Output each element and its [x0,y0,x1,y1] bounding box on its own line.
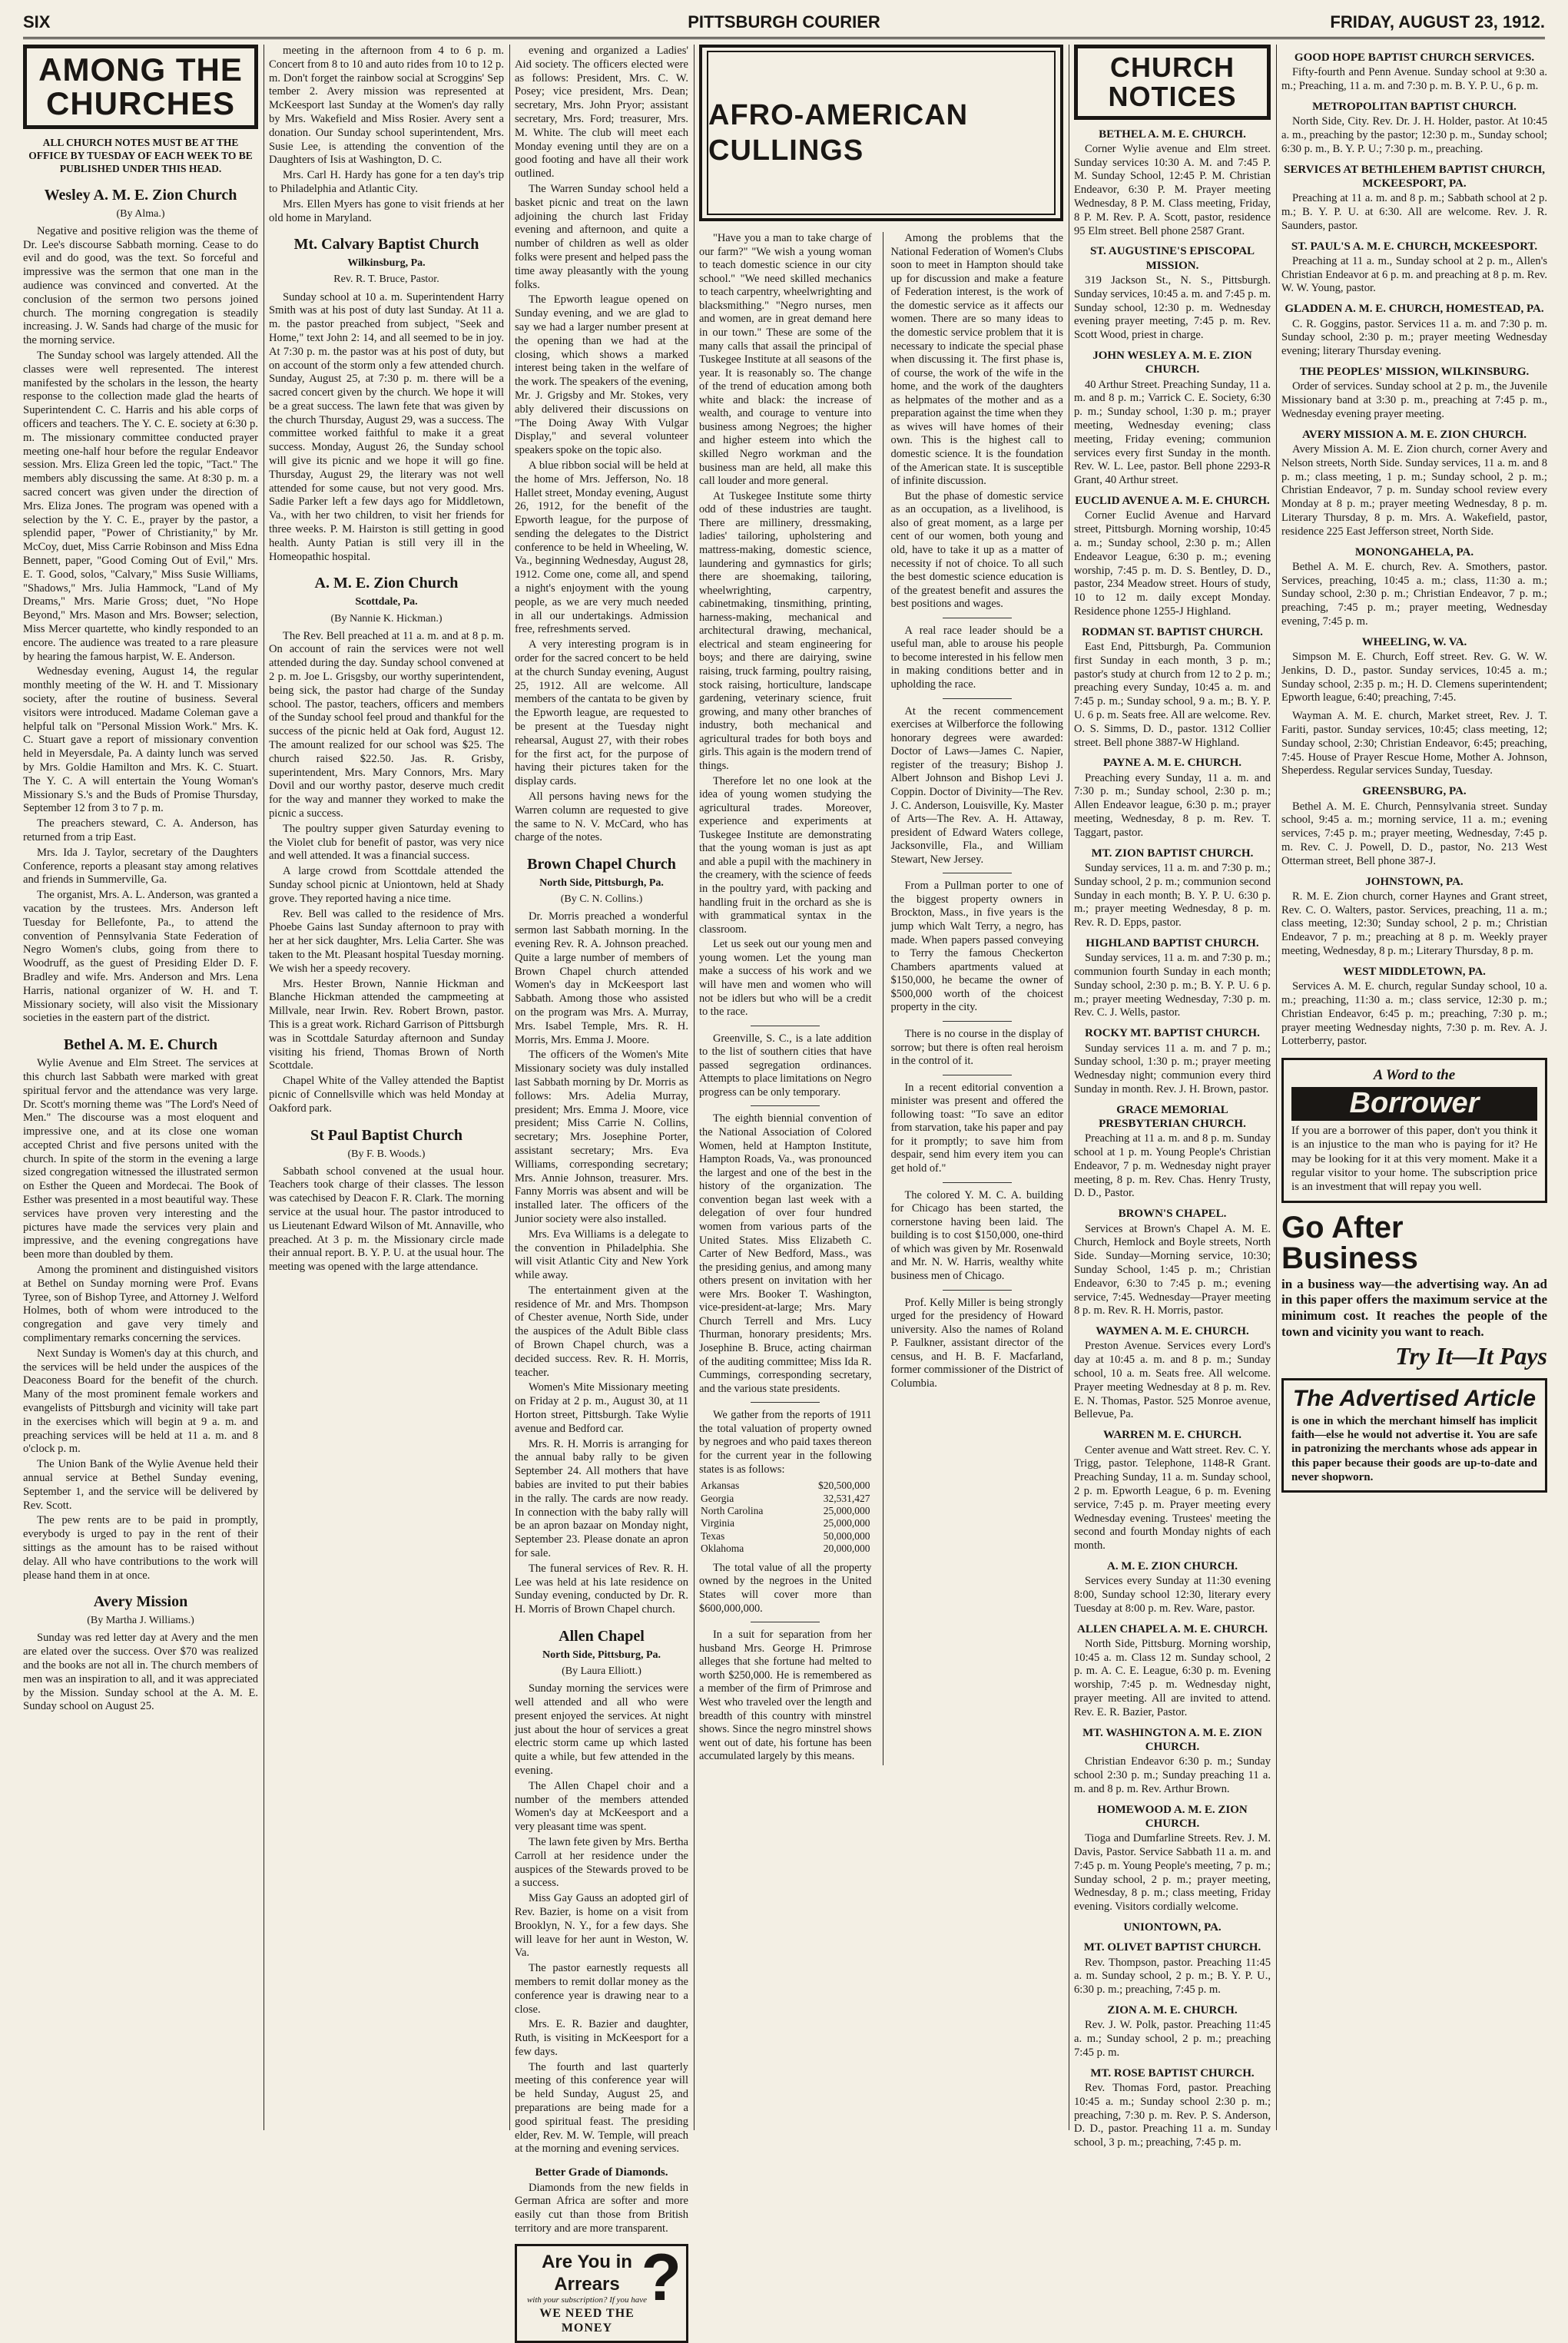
notice-title: JOHN WESLEY A. M. E. ZION CHURCH. [1092,350,1252,376]
state-cell: Arkansas [701,1480,740,1492]
notice-body: Rev. Thomas Ford, pastor. Preaching 10:45 a. m.; Sunday school 2:30 p. m.; preaching, 7:30 p. m. Rev. P. S. Anderson, D. D., pastor. Preaching 11 a. m. Sunday school, 3 p. m.; preaching, 7:45 p. m. [1074,2081,1271,2149]
divider [943,698,1012,699]
notice-body: Sunday services 11 a. m. and 7 p. m.; Sunday school, 1:30 p. m.; prayer meeting Wednesday night; communion every third Sunday in month. Rev. J. H. Brown, pastor. [1074,1042,1271,1095]
notice-body: Preaching at 11 a. m. and 8 p. m. Sunday school at 1 p. m. Young People's Christian Endeavor, 7 p. m. Wednesday night prayer meeting, 8 p. m. Rev. Chas. Henry Trusty, D. D., Pastor. [1074,1132,1271,1200]
paragraph: The pew rents are to be paid in promptly, everybody is urged to pay in the rent of their sittings as the amount has to be raised without delay. All who have contributions to the work will please hand them in at once. [23,1514,258,1582]
byline: Rev. R. T. Bruce, Pastor. [333,273,439,286]
paragraph: In a suit for separation from her husband Mrs. George H. Primrose alleges that she fortune had melted to worth $250,000. He is remembered as a member of the firm of Primrose and West who traveled over the length and breadth of this country with minstrel shows. Since the negro minstrel shows went out of date, his fortune has been accumulated largely by this means. [699,1629,872,1763]
notice-body: C. R. Goggins, pastor. Services 11 a. m. and 7:30 p. m. Sunday school, 2:30 p. m.; prayer meeting Wednesday evening; literary Thursday evening. [1281,317,1547,358]
arrears-subline: with your subscription? If you have [526,2295,648,2305]
article-heading: Brown Chapel Church [527,856,676,873]
column-6 [1281,45,1547,2130]
notice-title: MT. ZION BAPTIST CHURCH. [1091,847,1254,860]
notice-body: Rev. Thompson, pastor. Preaching 11:45 a. m. Sunday school, 2 p. m.; B. Y. P. U., 6:30 p. m.; preaching, 7:45 p. m. [1074,1956,1271,1997]
paragraph: All persons having news for the Warren column are requested to give the same to N. V. McCard, who has charge of the notes. [515,790,688,844]
divider [943,1182,1012,1183]
column-rule [509,45,510,2130]
notice-body: Corner Wylie avenue and Elm street. Sunday services 10:30 A. M. and 7:45 P. M. Sunday School, 12:45 P. M. Christian Endeavor, 6:30 P. M. Prayer meeting Wednesday, 8 P. M. Class meeting, Friday, 8 P. M. Rev. P. A. Scott, pastor, residence 95 Elm street. Bell phone 2587 Grant. [1074,142,1271,237]
cullings-section [699,45,1063,2130]
notice-body: Preaching at 11 a. m., Sunday school at 2 p. m., Allen's Christian Endeavor at 6 p. m. and preaching at 8 p. m. Rev. W. W. Young, pastor. [1281,254,1547,295]
paragraph: Miss Gay Gauss an adopted girl of Rev. Bazier, is home on a visit from Brooklyn, N. Y., for a few days. She will leave for her aunt in Weston, W. Va. [515,1892,688,1960]
notice-body: Services A. M. E. church, regular Sunday school, 10 a. m.; preaching, 11:30 a. m.; class service, 12:30 p. m.; Christian Endeavor, 6:45 p. m.; preaching, 7:30 p. m.; prayer meeting Wednesday nights, 7:30 p. m. Rev. A. J. Lotterberry, pastor. [1281,980,1547,1048]
ad-title: The Advertised Article [1292,1386,1537,1412]
paragraph: The organist, Mrs. A. L. Anderson, was granted a vacation by the trustees. Mrs. Anderson left Tuesday for Bellefonte, Pa., to attend the convention of Pennsylvania State Federation of Negro Women's clubs, going from there to Woodruff, as the guest of Presiding Elder D. F. Bradley and wife. Mrs. Anderson and Mrs. Lena Harris, national organizer of W. H. and T. Missionary society, will also visit the Missionary societies in the eastern part of the district. [23,889,258,1025]
question-mark-icon: ? [641,2240,681,2315]
table-row [699,1543,872,1555]
notice-title: MT. WASHINGTON A. M. E. ZION CHURCH. [1082,1726,1262,1753]
paragraph: Next Sunday is Women's day at this church, and the services will be held under the auspices of the Deaconess Board for the benefit of the church. Many of the most prominent female workers and evangelists of Pittsburgh and vicinity will take part in the exercises which will begin at 9 a. m. and preaching services will be held at 11 a. m. and 8 o'clock p. m. [23,1347,258,1456]
notice-title: EUCLID AVENUE A. M. E. CHURCH. [1075,495,1270,508]
article-heading: St Paul Baptist Church [310,1126,462,1144]
paragraph: Therefore let no one look at the idea of young women studying the agricultural trades. Moreover, experience and experiments at Tuskegee Institute are demonstrating that the young woman is just as apt and able a pupil with the machinery in the creamery, with the science of feeds in the poultry yard, with packing and handling fruit in the orchard as she is with grammatical syntax in the classroom. [699,774,872,936]
notice-title: BROWN'S CHAPEL. [1118,1208,1227,1221]
paragraph: There is no course in the display of sorrow; but there is often real heroism in the control of it. [890,1027,1063,1068]
paragraph: The preachers steward, C. A. Anderson, has returned from a trip East. [23,817,258,843]
arrears-tagline: WE NEED THE MONEY [539,2306,635,2335]
paragraph: Sunday was red letter day at Avery and the men are elated over the success. Over $70 was realized and the books are not all in. The church members of men was an inspiration to all, and it was appreciated by the Mission. Sunday school at the A. M. E. Sunday school on August 25. [23,1632,258,1713]
ad-title: Borrower [1291,1087,1537,1121]
paragraph: Let us seek out our young men and young women. Let the young man make a success of his work and we will have men and women who will not be idlers but who will be a credit to the race. [699,938,872,1019]
paragraph: At Tuskegee Institute some thirty odd of these industries are taught. There are millinery, dressmaking, ladies' tailoring, upholstering and mattress-making, domestic science, laundering and gymnastics for girls; there are shoemaking, tailoring, wheelwrighting, carpentry, cabinetmaking, tinsmithing, printing, harness-making, mechanical and architectural drawing, mechanical, electrical and steam engineering for boys; and there are dairying, swine raising, truck farming, poultry raising, stock raising, horticulture, landscape gardening, veterinary science, fruit growing, and many other branches of industry, both mechanical and agricultural trades for both boys and girls. This again is the modern trend of things. [699,489,872,772]
paragraph: Sabbath school convened at the usual hour. Teachers took charge of their classes. The lesson was catechised by Deacon F. R. Clark. The morning service at the usual hour. The pastor introduced to us Lieutenant Edward Wilson of Mt. Annaville, who preached. At 3 p. m. the Missionary circle made their annual report. B. Y. P. U. at the usual hour. The meeting was opened with the large attendance. [269,1165,504,1274]
notice-title: JOHNSTOWN, PA. [1365,875,1464,888]
paragraph: Women's Mite Missionary meeting on Friday at 2 p. m., August 30, at 11 Horton street, Pittsburgh. Take Wylie avenue and Bedford car. [515,1381,688,1435]
article-heading: Mt. Calvary Baptist Church [293,236,479,254]
notice-title: UNIONTOWN, PA. [1123,1921,1222,1934]
paragraph: meeting in the afternoon from 4 to 6 p. m. Concert from 8 to 10 and auto rides from 10 to 12 p. m. Don't forget the rainbow social at Scroggins' Sep tember 2. Avery mission was represented at McKeesport last Sunday at the Women's day rally by Mrs. Wakefield and Miss Rosier. Avery sent a donation. Our Sunday school superintendent, Mrs. Susie Lee, is attending the convention of the Daughters of Isis at Washington, D. C. [269,45,505,167]
notice-body: Preaching at 11 a. m. and 8 p. m.; Sabbath school at 2 p. m.; B. Y. P. U. at 6:30. All are welcome. Rev. J. R. Saunders, pastor. [1281,192,1547,232]
paragraph: "Have you a man to take charge of our farm?" "We wish a young woman to teach domestic science in our city school." "We need skilled mechanics to teach carpentry, wheelwrighting and blacksmithing." "Negro nurses, men and women, are in great demand here in our town." These are some of the many calls that assail the principal of Tuskegee Institute at all seasons of the year. It is reasonably so. The change of the trend of education among both white and black: the increase of wealth, and courage to venture into business among Negroes; the higher and higher esteem into which the skilled Negro workman and the business man are held, all make this call louder and more general. [699,232,872,488]
paragraph: The pastor earnestly requests all members to remit dollar money as the conference year is drawing near to a close. [515,1962,688,2016]
paragraph: The Epworth league opened on Sunday evening, and we are glad to say we had a larger number present at the opening than we had at the closing, which shows a marked interest being taken in the welfare of the work. The speakers of the evening, Mr. J. Grigsby and Mr. Stokes, very ably delivered their discussions on "The Doing Away With Vulgar Display," and several volunteer speakers spoke on the topic also. [515,293,688,457]
state-cell: Georgia [701,1492,734,1504]
notice-body: Preston Avenue. Services every Lord's day at 10:45 a. m. and 8 p. m.; Sunday school, 10 a. m. Seats free. All welcome. Prayer meeting Wednesday at 8 p. m. Rev. E. N. Thomas, Pastor. 525 Monroe avenue, Bellevue, Pa. [1074,1340,1271,1421]
notice-body: 40 Arthur Street. Preaching Sunday, 11 a. m. and 8 p. m.; Varrick C. E. Society, 6:30 p. m.; Sunday school, 1:30 p. m.; prayer meeting, Wednesday evening; class meeting, Friday evening; communion services every first Sunday in the month. Rev. W. L. Lee, pastor. Bell phone 2293-R Grant, 40 Arthur street. [1074,378,1271,487]
notice-title: METROPOLITAN BAPTIST CHURCH. [1312,100,1517,113]
table-row [699,1480,872,1492]
paragraph: Mrs. Eva Williams is a delegate to the convention in Philadelphia. She will visit Atlantic City and New York while away. [515,1228,688,1282]
notice-body: 319 Jackson St., N. S., Pittsburgh. Sunday services, 10:45 a. m. and 7:45 p. m. Sunday school, 12:30 p. m. Wednesday evening prayer meeting, 7:45 p. m. Rev. Scott Wood, priest in charge. [1074,274,1271,342]
amount-cell: 20,000,000 [823,1543,870,1555]
arrears-headline: Are You in Arrears [542,2251,632,2295]
cullings-column-right [883,232,1064,1765]
paragraph: Negative and positive religion was the theme of Dr. Lee's discourse Sabbath morning. Cease to do evil and do good, was the text. So forceful and impressive was the sermon that one man in the audience was convinced and converted. At the conclusion of the sermon two persons joined church. The morning congregation is steadily increasing. J. W. Sands had charge of the music for the morning service. [23,224,258,347]
column-2 [269,45,504,2130]
notice-title: HOMEWOOD A. M. E. ZION CHURCH. [1097,1803,1248,1830]
paragraph: Greenville, S. C., is a late addition to the list of southern cities that have passed segregation ordinances. Attempts to place limitations on Negro progress can be only temporary. [699,1032,872,1099]
notice-body: Services every Sunday at 11:30 evening 8:00, Sunday school 12:30, literary every Tuesday at 8:00 p. m. Rev. Ware, pastor. [1074,1575,1271,1615]
article-subheading: Wilkinsburg, Pa. [347,257,426,270]
paragraph: We gather from the reports of 1911 the total valuation of property owned by negroes and who paid taxes thereon for the current year in the following states is as follows: [699,1409,872,1476]
state-cell: North Carolina [701,1505,764,1516]
notice-title: BETHEL A. M. E. CHURCH. [1099,128,1246,141]
paragraph: Mrs. Carl H. Hardy has gone for a ten day's trip to Philadelphia and Atlantic City. [269,169,504,195]
paragraph: The colored Y. M. C. A. building for Chicago has been started, the cornerstone having been laid. The building is to cost $150,000, one-third of which was given by Mr. Rosenwald and Mr. N. W. Harris, wealthy white business men of Chicago. [890,1188,1063,1282]
paragraph: evening and organized a Ladies' Aid society. The officers elected were as follows: President, Mrs. C. W. Posey; vice president, Mrs. Dean; secretary, Mrs. John Pryor; assistant secretary, Mrs. Ford; treasurer, Mrs. M. White. The club will meet each Monday evening until they are on a good footing and have all their work outlined. [515,45,688,181]
byline: (By C. N. Collins.) [560,893,643,906]
paragraph: A very interesting program is in order for the sacred concert to be held at the church Sunday evening, August 25, 1912. All are welcome. All members of the cantata to be given by the Epworth league, are requested to be present at the Tuesday night rehearsal, August 27, with their robes for the first act, for the purpose of having their pictures taken for the display cards. [515,638,688,788]
masthead [23,6,1545,39]
state-cell: Virginia [701,1517,734,1529]
amount-cell: 25,000,000 [823,1517,870,1529]
paragraph: The eighth biennial convention of the National Association of Colored Women, held at Hampton Institute, Hampton Roads, Va., was pronounced the largest and one of the best in the history of the organization. The convention began last week with a delegation of over four hundred women from various parts of the United States. Miss Elizabeth C. Carter of New Bedford, Mass., was the presiding genius, and among many others present on invitation with her were Mrs. Booker T. Washington, vice-president-at-large; Mrs. Mary Church Terrell and Mrs. Lucy Thurman, honorary presidents; Mrs. Josephine B. Bruce, acting chairman of the auditing committee; Miss Ida R. Cummings, corresponding secretary, and the various state presidents. [699,1112,872,1395]
amount-cell: 50,000,000 [823,1529,870,1542]
paragraph: Rev. Bell was called to the residence of Mrs. Phoebe Gains last Sunday afternoon to pray with her at her sick daughter, Mrs. Lelia Carter. She was taken to the Mt. Pleasant hospital Tuesday morning. We wish her a speedy recovery. [269,907,504,975]
divider [943,1290,1012,1291]
filler-heading: Better Grade of Diamonds. [535,2166,668,2179]
paragraph: The Warren Sunday school held a basket picnic and treat on the lawn adjoining the church last Friday evening and afternoon, and quite a number of children as well as older folks were present and helped pass the time away pleasantly with the young folks. [515,182,688,291]
notice-body: Center avenue and Watt street. Rev. C. Y. Trigg, pastor. Telephone, 1148-R Grant. Preaching Sunday, 11 a. m. Sunday school, 2 p. m. Epworth League, 6 p. m. Evening service, 7:45 p. m. Prayer meeting every Wednesday evening. Trustees' meeting the second and fourth Monday nights of each month. [1074,1443,1271,1553]
paragraph: Among the problems that the National Federation of Women's Clubs soon to meet in Hampton should take up for discussion and make a feature of Federation interest, is the work of the domestic service as it affects our women. There are so many ideas to the domestic service problem that it is necessary to indicate the special phase when discussing it. The first phase is, of course, the work of the wife in the home, and the work of the daughters as helpmates of the mother and as a preparation against the time when they as wives will have homes of their own. This is the highest call to domestic science. It is the foundation of the American state. It is susceptible of infinite discussion. [890,232,1063,488]
byline: (By Nannie K. Hickman.) [330,612,443,625]
article-subheading: North Side, Pittsburg, Pa. [542,1649,661,1662]
page-number: SIX [23,12,51,31]
paragraph: Mrs. E. R. Bazier and daughter, Ruth, is visiting in McKeesport for a few days. [515,2018,688,2058]
paragraph: But the phase of domestic service as an occupation, as a livelihood, is also of great moment, as a large per cent of our women, both young and old, have to take it up as a matter of necessity if not of choice. To all such the best domestic science education is of the greatest benefit and assures the best positions and wages. [890,489,1063,611]
paper-name: PITTSBURGH COURIER [688,12,880,31]
paragraph: Sunday school at 10 a. m. Superintendent Harry Smith was at his post of duty last Sunday. At 11 a. m. the pastor preached from subject, "Seek and Home," text John 2: 14, and all seemed to be in joy. At 7:30 p. m. the pastor was at his post of duty, but on account of the storm only a few attended church. Sunday, August 25, at 7:30 p. m. there will be a sacred concert given by the church. We hope it will be a great success. The lawn fete that was given by the church Thursday, August 29, was a success. The committee worked faithful to make it a great success. Monday, August 26, the Sunday school will give its picnic and we hope it will go fine. Thursday, August 29, the literary was not well attended for some cause, but not very good. Mrs. Sadie Parker left a few days ago for Middletown, Va., with her two children, to visit her friends for three weeks. P. M. Hairston is still getting in good health. Aunty Patian is still very ill in the Homeopathic hospital. [269,290,504,563]
article-heading: Allen Chapel [559,1628,645,1645]
paragraph: The total value of all the property owned by the negroes in the United States will cover more than $600,000,000. [699,1561,872,1615]
byline: (By F. B. Woods.) [347,1148,426,1160]
amount-cell: $20,500,000 [818,1480,870,1492]
notice-title: MONONGAHELA, PA. [1354,545,1474,558]
ad-body: is one in which the merchant himself has implicit faith—else he would not advertise it. You are safe in patronizing the merchants whose ads appear in this paper because their goods are up-to-date and never shopworn. [1291,1414,1537,1483]
cullings-banner: AFRO-AMERICAN CULLINGS [707,51,1056,215]
notice-body: Rev. J. W. Polk, pastor. Preaching 11:45 a. m.; Sunday school, 2 p. m.; preaching 7:45 p. m. [1074,2019,1271,2059]
state-cell: Texas [701,1529,725,1542]
paragraph: From a Pullman porter to one of the biggest property owners in Brockton, Mass., in five years is the jump which Walt Terry, a negro, has made. When papers passed conveying to Terry the famous Checkerton Chambers apartments valued at $150,000, he became the owner of $500,000 worth of the choicest property in the city. [890,880,1063,1014]
notice-body: Simpson M. E. Church, Eoff street. Rev. G. W. W. Jenkins, D. D., pastor. Sunday services, 10:45 a. m.; Sunday school, 2:35 p. m.; H. D. Clemens superintendent; Epworth league, 6:40; preaching, 7:45. [1281,651,1547,704]
byline: (By Laura Elliott.) [562,1665,641,1678]
paragraph: The Union Bank of the Wylie Avenue held their annual service at Bethel Sunday evening, September 1, and the service will be delivered by Rev. Scott. [23,1458,258,1512]
article-subheading: North Side, Pittsburgh, Pa. [539,877,664,890]
notice-title: ST. PAUL'S A. M. E. CHURCH, MCKEESPORT. [1291,240,1538,253]
paragraph: Mrs. Ida J. Taylor, secretary of the Daughters Conference, reports a pleasant stay among relatives and friends in Summerville, Ga. [23,846,258,886]
paragraph: Among the prominent and distinguished visitors at Bethel on Sunday morning were Prof. Evans Tyree, son of Bishop Tyree, and Attorney J. Welford Holmes, both of whom were introduced to the congregation and gave very timely and complimentary remarks concerning the services. [23,1264,258,1345]
paragraph: Mrs. Hester Brown, Nannie Hickman and Blanche Hickman attended the campmeeting at Millvale, near Irwin. Rev. Robert Brown, pastor. This is a great work. Richard Garrison of Pittsburgh was in Scottdale Saturday afternoon and Sunday visiting his friend, Thomas Brown of North Scottdale. [269,977,504,1072]
paragraph: The lawn fete given by Mrs. Bertha Carroll at her residence under the auspices of the Stewards proved to be a success. [515,1835,688,1890]
column-3 [515,45,688,2335]
notice-body: Fifty-fourth and Penn Avenue. Sunday school at 9:30 a. m.; Preaching, 11 a. m. and 7:30 p. m. B. Y. P. U., 6 p. m. [1281,66,1547,93]
advertised-article-ad [1281,1378,1547,1493]
notice-body: Sunday services, 11 a. m. and 7:30 p. m.; communion fourth Sunday in each month; Sunday school, 2:30 p. m.; B. Y. P. U. 6 p. m.; prayer meeting Wednesday, 7:30 p. m. Rev. C. J. Wells, pastor. [1074,952,1271,1019]
notice-body: Sunday services, 11 a. m. and 7:30 p. m.; Sunday school, 2 p. m.; communion second Sunday in each month; B. Y. P. U. 6:30 p. m.; prayer meeting Wednesday, 8 p. m. Rev. R. D. Epps, pastor. [1074,861,1271,930]
notice-body: Preaching every Sunday, 11 a. m. and 7:30 p. m.; Sunday school, 2:30 p. m.; Allen Endeavor league, 6:30 p. m.; prayer meeting, Wednesday, 8 p. m. Rev. T. Taggart, pastor. [1074,771,1271,839]
ad-body: in a business way—the advertising way. An ad in this paper offers the maximum service at the minimum cost. It reaches the people of the town and vicinity you want to reach. [1281,1276,1547,1339]
notice-body: Corner Euclid Avenue and Harvard street, Pittsburgh. Morning worship, 10:45 a. m.; Sunday school, 2:30 p. m.; Allen Endeavor League, 6:30 p. m.; evening worship, 7:45 p. m. D. S. Bentley, D. D., pastor, 234 Meadow street. Hours of study, 10 to 12 m. daily except Monday. Residence phone 1255-J Highland. [1074,509,1271,618]
notice-body: Christian Endeavor 6:30 p. m.; Sunday school 2:30 p. m.; Sunday preaching 11 a. m. and 8 p. m. Rev. Arthur Brown. [1074,1755,1271,1795]
divider [751,1402,820,1403]
paragraph: Wylie Avenue and Elm Street. The services at this church last Sabbath were marked with great spiritual fervor and the attendance was very large. Dr. Scott's morning theme was "The Lord's Need of Men." The discourse was a most eloquent and impressive one, and at its close one woman accepted Christ and five persons united with the church. In spite of the storm in the evening a large sized congregation witnessed the illustrated sermon on Esther the Queen and Mordecai. The Book of Esther was presented in a most beautiful way. These services have proven very interesting and the pictures have made the services very plain and impressive, and the evening congregations have been more than doubled by them. [23,1057,258,1261]
notice-title: GOOD HOPE BAPTIST CHURCH SERVICES. [1294,51,1535,64]
notice-title: ALLEN CHAPEL A. M. E. CHURCH. [1077,1622,1268,1635]
notice-title: WARREN M. E. CHURCH. [1103,1429,1241,1442]
paragraph: A blue ribbon social will be held at the home of Mrs. Jefferson, No. 18 Hallet street, Monday evening, August 26, 1912, for the benefit of the Epworth league, for the purpose of sending the delegates to the District conference to be held in Wheeling, W. Va., beginning Wednesday, August 28, 1912. Come one, come all, and spend a night's enjoyment with the young people, as we are very much needed in all our undertakings. Admission free, refreshments served. [515,459,688,636]
table-row [699,1517,872,1529]
notice-title: THE PEOPLES' MISSION, WILKINSBURG. [1299,365,1530,378]
notice-title: PAYNE A. M. E. CHURCH. [1102,757,1241,770]
notice-body: Services at Brown's Chapel A. M. E. Church, Hemlock and Boyle streets, North Side. Sunday—Morning service, 10:30; Sunday School, 1:45 p. m.; Christian Endeavor, 6:30 to 7:45 p. m.; evening service, 7:45. Wednesday—Prayer meeting 8 p. m. Rev. R. H. Morris, pastor. [1074,1222,1271,1317]
notice-body: Avery Mission A. M. E. Zion church, corner Avery and Nelson streets, North Side. Sunday services, 11 a. m. and 8 p. m.; class meeting, 1 p. m.; Sunday school, 2 p. m.; Christian Endeavor, 7 p. m. Sunday school review every Monday at 8 p. m.; prayer meeting Wednesday, 8 p. m. Literary Thursday, 8 p. m. Mrs. A. Wakefield, pastor, residence 225 East Jefferson street, North Side. [1281,442,1547,538]
notice-title: WHEELING, W. VA. [1361,635,1467,648]
arrears-ad [515,2240,688,2343]
table-row [699,1530,872,1543]
column-rule [1276,45,1277,2130]
cullings-column-left [699,232,872,1765]
paragraph: Prof. Kelly Miller is being strongly urged for the presidency of Howard university. Also the names of Roland P. Faulkner, assistant director of the census, and H. B. F. Macfarland, former commissioner of the District of Columbia. [890,1296,1063,1390]
cullings-banner-frame [699,45,1063,221]
paragraph: A large crowd from Scottdale attended the Sunday school picnic at Uniontown, held at Shady grove. They reported having a nice time. [269,865,504,905]
notice-body: East End, Pittsburgh, Pa. Communion first Sunday in each month, 3 p. m.; pastor's study at church from 12 to 2 p. m.; preaching every Sunday, 10:45 a. m. and 7:45 p. m.; Sunday school, 9 a. m.; B. Y. P. U. 6 p. m. Seats free. All are welcome. Rev. O. S. Simms, D. D., pastor. 1312 Collier street. Bell phone 3887-W Highland. [1074,640,1271,749]
paragraph: Mrs. Ellen Myers has gone to visit friends at her old home in Maryland. [269,197,504,224]
notice-title: HIGHLAND BAPTIST CHURCH. [1086,936,1259,949]
notice-body: Tioga and Dumfarline Streets. Rev. J. M. Davis, Pastor. Service Sabbath 11 a. m. and 7:45 p. m. Young People's meeting, 7 p. m.; Sunday school, 2 p. m.; prayer meeting, Wednesday, 8 p. m.; class meeting, Friday evening. Visitors cordially welcome. [1074,1832,1271,1914]
paragraph: The entertainment given at the residence of Mr. and Mrs. Thompson of Chester avenue, North Side, under the auspices of the Adult Bible class of Brown Chapel church, was a decided success. Rev. R. H. Morris, teacher. [515,1284,688,1379]
property-table [699,1480,872,1556]
article-heading: Bethel A. M. E. Church [63,1036,218,1054]
notice-title: A. M. E. ZION CHURCH. [1106,1559,1238,1572]
issue-date: FRIDAY, AUGUST 23, 1912. [1330,12,1545,31]
paragraph: The Allen Chapel choir and a number of the members attended Women's day at McKeesport and a very pleasant time was spent. [515,1779,688,1834]
column-1 [23,45,258,2130]
notice-body: R. M. E. Zion church, corner Haynes and Grant street, Rev. C. O. Walters, pastor. Services, preaching, 11 a. m.; class meeting, 12:30; Sunday school, 2 p. m.; Christian Endeavor, 7 p. m.; preaching at 8 p. m. Weekly prayer meeting, Wednesday, 8 p. m.; Literary Thursday, 8 p. m. [1281,890,1547,958]
notice-body: North Side, City. Rev. Dr. J. H. Holder, pastor. At 10:45 a. m., preaching by the pastor; 12:30 p. m., Sunday school; 6:30 p. m., B. Y. P. U.; 7:30 p. m., preaching. [1281,115,1547,155]
go-after-business-headline: Go After Business [1281,1210,1418,1275]
article-heading: Avery Mission [93,1593,188,1611]
notice-title: AVERY MISSION A. M. E. ZION CHURCH. [1301,428,1527,441]
article-heading: Wesley A. M. E. Zion Church [44,186,237,204]
paragraph: The poultry supper given Saturday evening to the Violet club for benefit of pastor, was very nice and well attended. It was a financial success. [269,822,504,863]
notice-title: ROCKY MT. BAPTIST CHURCH. [1085,1027,1260,1040]
notice-title: WEST MIDDLETOWN, PA. [1343,965,1486,978]
paragraph: At the recent commencement exercises at Wilberforce the following honorary degrees were awarded: Doctor of Laws—James C. Napier, register of the treasury; Bishop J. Albert Johnson and Bishop Levi J. Coppin. Doctor of Divinity—The Rev. J. C. Anderson, Louisville, Ky. Master of Arts—The Rev. A. H. Attaway, president of Edward Waters college, Jacksonville, Fla., and William Stewart, New Jersey. [890,704,1063,866]
divider [943,1021,1012,1022]
notice-title: MT. ROSE BAPTIST CHURCH. [1090,2066,1255,2080]
notice-title: GRACE MEMORIAL PRESBYTERIAN CHURCH. [1099,1103,1246,1130]
notice-title: WAYMEN A. M. E. CHURCH. [1096,1325,1249,1338]
paragraph: The Sunday school was largely attended. All the classes were well represented. The interest manifested by the scholars in the lesson, the hearty response to the collection made glad the hearts of Superintendent C. C. Harris and his able corps of officers and teachers. The Y. C. E. society at 6:30 p. m. The missionary committee conducted prayer meeting one-half hour before the regular Endeavor session. Mrs. Eliza Green led the topic, "Tact." The members ably discussing the same. At 8:30 p. m. a sacred concert was given under the direction of Mrs. Eliza Jones. The program was opened with a selection by the Y. C. E., prayer by the pastor, a splendid paper, "Power of Christianity," by Mr. McCoy, duet, Miss Carrie Robinson and Miss Edna Bennett, paper, "Good Coming Out of Evil," Mrs. E. T. Good, solos, "Calvary," Miss Susie Williams, "Shadows," Mrs. Julia Hammock, "Land of My Dreams," Mrs. Marie Gross; duet, "No Hope Beyond," Mrs. Mason and Mrs. Bowser; selection, Miss Mercer quartette, who kindly responded to an encore. The audience was treated to a rare pleasure by hearing the famous harpist, W. E. Anderson. [23,350,258,663]
church-notices-column [1074,45,1271,2149]
paragraph: The funeral services of Rev. R. H. Lee was held at his late residence on Sunday evening, conducted by Dr. R. H. Morris of Brown Chapel church. [515,1562,688,1616]
paragraph: The Rev. Bell preached at 11 a. m. and at 8 p. m. On account of rain the services were not well attended during the day. Sunday school convened at 2 p. m. Joe L. Grisgsby, our worthy superintendent, being sick, the pastor had charge of the Sunday school. The pastor, teachers, officers and members of the Sunday school feel proud and thankful for the success of the picnic held at Oak ford, August 12. The amount realized for our school was $25. The church raised $22.50. Jas. R. Grisby, superintendent, Mrs. Mary Connors, Mrs. Mary Dovil and our worthy pastor, deserve much credit for the way and manner they worked to make the picnic a success. [269,629,504,820]
byline: (By Martha J. Williams.) [87,1615,194,1627]
paragraph: Chapel White of the Valley attended the Baptist picnic of Connellsville which was held Monday at Oakford park. [269,1075,504,1115]
paragraph: Dr. Morris preached a wonderful sermon last Sabbath morning. In the evening Rev. R. A. Johnson preached. Quite a large number of members of Brown Chapel church attended Women's day in McKeesport last Sabbath. Among those who assisted on the program was Mrs. A. Murray, Mrs. Isabel Temple, Mrs. R. H. Morris, Mrs. Emma J. Moore. [515,910,688,1046]
notice-title: ST. AUGUSTINE'S EPISCOPAL MISSION. [1089,245,1255,272]
notice-title: ZION A. M. E. CHURCH. [1107,2004,1238,2017]
notice-body: Bethel A. M. E. Church, Pennsylvania street. Sunday school, 9:45 a. m.; morning service, 11 a. m.; evening services, 7:45 p. m.; prayer meeting, Wednesday, 7:45 p. m. Rev. C. J. Powell, D. D., pastor, No. 213 West Otterman street, Bell phone 387-J. [1281,800,1547,867]
notice-body: Order of services. Sunday school at 2 p. m., the Juvenile Missionary band at 3:30 p. m., preaching at 7:45 p. m., Wednesday evening prayer meeting. [1281,380,1547,420]
notice-title: RODMAN ST. BAPTIST CHURCH. [1082,625,1263,638]
paragraph: The officers of the Women's Mite Missionary society was duly installed last Sabbath morning by Dr. Morris as follows: Mrs. Adelia Murray, president; Mrs. Emma J. Moore, vice president; Miss Carrie N. Collins, secretary; Mrs. Josephine Porter, assistant secretary; Mrs. Eva Williams, corresponding secretary; Mrs. Annie Johnson, treasurer. Mrs. Fanny Morris was absent and will be installed later. The officers of the Junior society were also installed. [515,1049,688,1225]
notice-body: Wayman A. M. E. church, Market street, Rev. J. T. Fariti, pastor. Sunday services, 10:45; class meeting, 12; Sunday school, 2:30; Christian Endeavor, 6:45; preaching, 7:45. House of Prayer Rescue Home, Mother A. Johnson, Sheperdess. Regular services Sunday, Tuesday. [1281,710,1547,777]
notice-body: North Side, Pittsburg. Morning worship, 10:45 a. m. Class 12 m. Sunday school, 2 p. m. A. C. E. League, 6:30 p. m. Evening worship, 7:45 p. m. Wednesday night, prayer meeting. All are invited to attend. Rev. E. R. Bazier, Pastor. [1074,1637,1271,1718]
notice-title: GREENSBURG, PA. [1362,785,1467,798]
paragraph: Sunday morning the services were well attended and all who were present enjoyed the services. At night just about the hour of services a great electric storm came up which lasted quite a while, but few attended in the evening. [515,1682,688,1777]
ad-body: If you are a borrower of this paper, don't you think it is an injustice to the man who is paying for it? He may be looking for it at this very moment. Make it a regular visitor to your home. The subscription price is an investment that will repay you well. [1291,1125,1537,1194]
notice-title: MT. OLIVET BAPTIST CHURCH. [1083,1941,1261,1954]
notice-title: SERVICES AT BETHLEHEM BAPTIST CHURCH, MCKEESPORT, PA. [1284,163,1545,190]
article-heading: A. M. E. Zion Church [314,575,459,592]
paragraph: In a recent editorial convention a minister was present and offered the following toast: "To save an editor from starvation, take his paper and pay for it promptly; to save him from despair, send him every item you can get hold of." [890,1081,1063,1175]
try-it-tagline: Try It—It Pays [1395,1341,1547,1370]
notice-body: Bethel A. M. E. church, Rev. A. Smothers, pastor. Services, preaching, 10:45 a. m.; class, 11:30 a. m.; Sunday school, 2:30 p. m.; Christian Endeavor, 7 p. m.; preaching, 7:45 p. m.; prayer meeting, Wednesday evening, 7:45 p. m. [1281,560,1547,628]
churches-banner: AMONG THE CHURCHES [23,45,258,129]
paragraph: Wednesday evening, August 14, the regular monthly meeting of the W. H. and T. Missionary society, after the routine of business. Several visitors were introduced. Madame Coleman gave a helpful talk on "Personal Mission Work." Mrs. K. C. Stuart gave a report of missionary convention held in Meyersdale, Pa. A dainty lunch was served by Mrs. Goldie Hamilton and Mrs. K. C. Stuart. The Y. C. A will entertain the Young Woman's Missionary S.'s and the Buds of Promise Thursday, September 12 from 3 to 7 p. m. [23,665,258,815]
state-cell: Oklahoma [701,1543,744,1555]
amount-cell: 32,531,427 [823,1492,870,1504]
paragraph: Mrs. R. H. Morris is arranging for the annual baby rally to be given September 24. All mothers that have babies are invited to put their babies in the rally. The cards are now ready. In connection with the baby rally will be an apron bazaar on Monday night, September 23. Please donate an apron for sale. [515,1437,688,1560]
table-row [699,1493,872,1505]
divider [751,1105,820,1106]
notice-title: GLADDEN A. M. E. CHURCH, HOMESTEAD, PA. [1285,303,1544,316]
article-subheading: Scottdale, Pa. [355,596,418,608]
byline: (By Alma.) [116,207,165,220]
borrower-ad [1281,1058,1547,1203]
church-notices-banner: CHURCH NOTICES [1074,45,1271,120]
paragraph: The fourth and last quarterly meeting of this conference year will be held Sunday, August 25, and preparations are being made for a good spiritual feast. The presiding elder, Rev. M. W. Temple, will preach at the morning and evening services. [515,2060,688,2156]
paragraph: A real race leader should be a useful man, able to arouse his people to become interested in his fellow men in making conditions better and in upholding the race. [890,624,1063,691]
submission-notice: ALL CHURCH NOTES MUST BE AT THE OFFICE BY TUESDAY OF EACH WEEK TO BE PUBLISHED UNDER THIS HEAD. [28,137,253,174]
paragraph: Diamonds from the new fields in German Africa are softer and more easily cut than those from British territory and are more transparent. [515,2181,688,2235]
ad-heading: A Word to the [1373,1067,1456,1084]
amount-cell: 25,000,000 [823,1505,870,1516]
table-row [699,1505,872,1517]
